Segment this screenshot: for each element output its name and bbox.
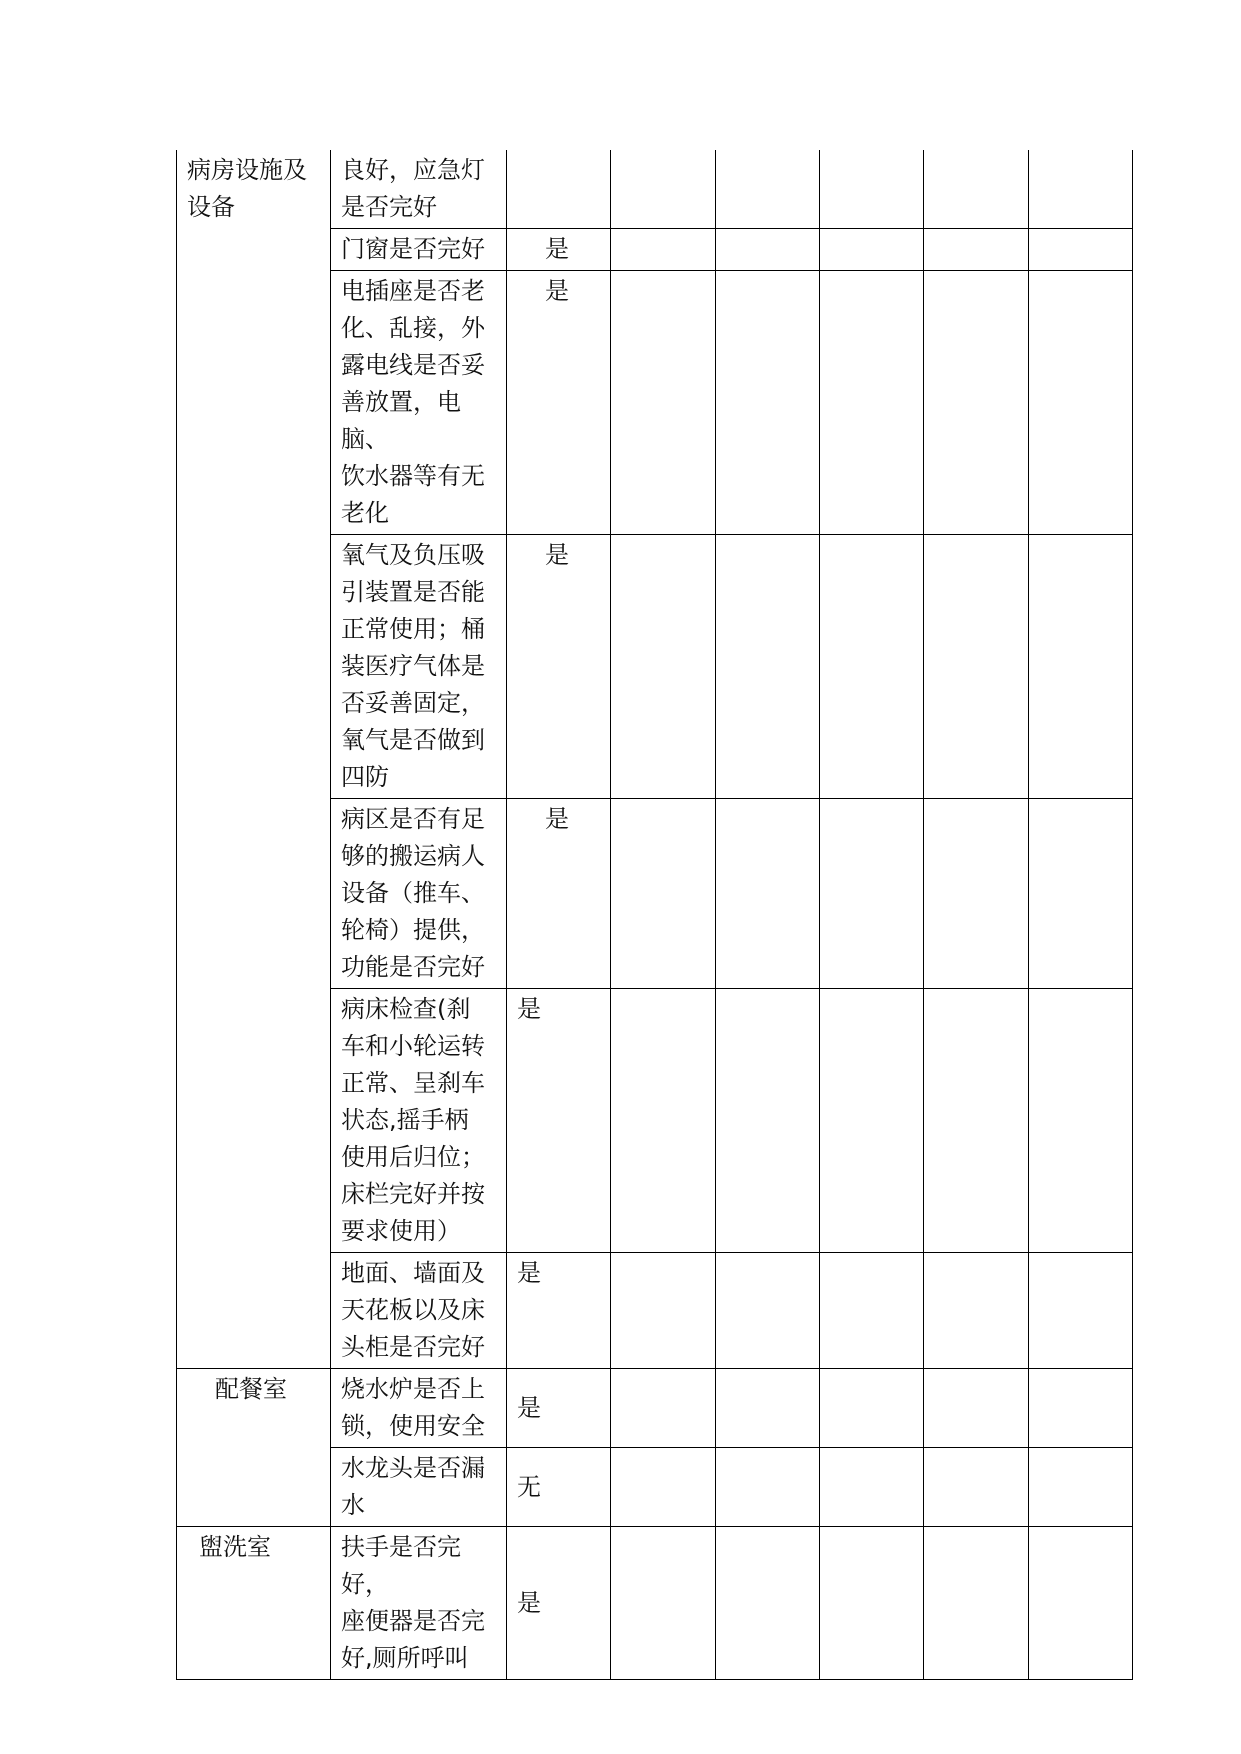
blank-cell — [716, 271, 820, 535]
result-cell: 无 — [507, 1448, 611, 1527]
category-cell: 配餐室 — [177, 1369, 331, 1527]
result-cell: 是 — [507, 229, 611, 271]
blank-cell — [1029, 1369, 1133, 1448]
category-cell: 病房设施及 设备 — [177, 150, 331, 1369]
result-cell: 是 — [507, 271, 611, 535]
item-cell: 门窗是否完好 — [331, 229, 507, 271]
blank-cell — [820, 1448, 924, 1527]
blank-cell — [611, 535, 716, 799]
blank-cell — [716, 989, 820, 1253]
blank-cell — [716, 150, 820, 229]
table-row — [177, 1369, 1133, 1448]
blank-cell — [1029, 150, 1133, 229]
blank-cell — [1029, 799, 1133, 989]
table-row — [177, 150, 1133, 229]
blank-cell — [820, 1253, 924, 1369]
item-cell: 烧水炉是否上 锁，使用安全 — [331, 1369, 507, 1448]
blank-cell — [820, 989, 924, 1253]
blank-cell — [924, 1369, 1029, 1448]
blank-cell — [1029, 1527, 1133, 1680]
blank-cell — [1029, 1448, 1133, 1527]
blank-cell — [924, 229, 1029, 271]
blank-cell — [924, 799, 1029, 989]
result-cell: 是 — [507, 535, 611, 799]
blank-cell — [611, 271, 716, 535]
blank-cell — [716, 1253, 820, 1369]
blank-cell — [611, 229, 716, 271]
result-cell: 是 — [507, 1527, 611, 1680]
blank-cell — [716, 1369, 820, 1448]
item-cell: 氧气及负压吸 引装置是否能 正常使用；桶 装医疗气体是 否妥善固定， 氧气是否做到 四防 — [331, 535, 507, 799]
item-cell: 良好，应急灯 是否完好 — [331, 150, 507, 229]
blank-cell — [820, 229, 924, 271]
blank-cell — [924, 150, 1029, 229]
item-cell: 地面、墙面及 天花板以及床 头柜是否完好 — [331, 1253, 507, 1369]
blank-cell — [924, 989, 1029, 1253]
blank-cell — [611, 799, 716, 989]
blank-cell — [611, 989, 716, 1253]
result-cell — [507, 150, 611, 229]
blank-cell — [820, 1527, 924, 1680]
blank-cell — [611, 1448, 716, 1527]
blank-cell — [611, 1527, 716, 1680]
inspection-table — [176, 150, 1133, 1680]
blank-cell — [716, 535, 820, 799]
blank-cell — [820, 799, 924, 989]
blank-cell — [716, 799, 820, 989]
item-cell: 扶手是否完好， 座便器是否完 好,厕所呼叫 — [331, 1527, 507, 1680]
blank-cell — [820, 271, 924, 535]
blank-cell — [924, 535, 1029, 799]
item-cell: 水龙头是否漏 水 — [331, 1448, 507, 1527]
blank-cell — [611, 1369, 716, 1448]
result-cell: 是 — [507, 799, 611, 989]
blank-cell — [820, 150, 924, 229]
blank-cell — [716, 1527, 820, 1680]
blank-cell — [924, 1527, 1029, 1680]
result-cell: 是 — [507, 1253, 611, 1369]
blank-cell — [1029, 989, 1133, 1253]
blank-cell — [924, 1253, 1029, 1369]
blank-cell — [924, 1448, 1029, 1527]
blank-cell — [1029, 229, 1133, 271]
blank-cell — [1029, 535, 1133, 799]
blank-cell — [1029, 1253, 1133, 1369]
item-cell: 电插座是否老 化、乱接，外 露电线是否妥 善放置，电脑、 饮水器等有无 老化 — [331, 271, 507, 535]
blank-cell — [820, 1369, 924, 1448]
blank-cell — [611, 150, 716, 229]
blank-cell — [716, 229, 820, 271]
category-cell: 盥洗室 — [177, 1527, 331, 1680]
blank-cell — [716, 1448, 820, 1527]
item-cell: 病床检查(刹 车和小轮运转 正常、呈刹车 状态,摇手柄 使用后归位； 床栏完好并按 要求使用） — [331, 989, 507, 1253]
blank-cell — [820, 535, 924, 799]
blank-cell — [1029, 271, 1133, 535]
blank-cell — [924, 271, 1029, 535]
blank-cell — [611, 1253, 716, 1369]
result-cell: 是 — [507, 989, 611, 1253]
item-cell: 病区是否有足 够的搬运病人 设备（推车、 轮椅）提供， 功能是否完好 — [331, 799, 507, 989]
result-cell: 是 — [507, 1369, 611, 1448]
table-row — [177, 1527, 1133, 1680]
